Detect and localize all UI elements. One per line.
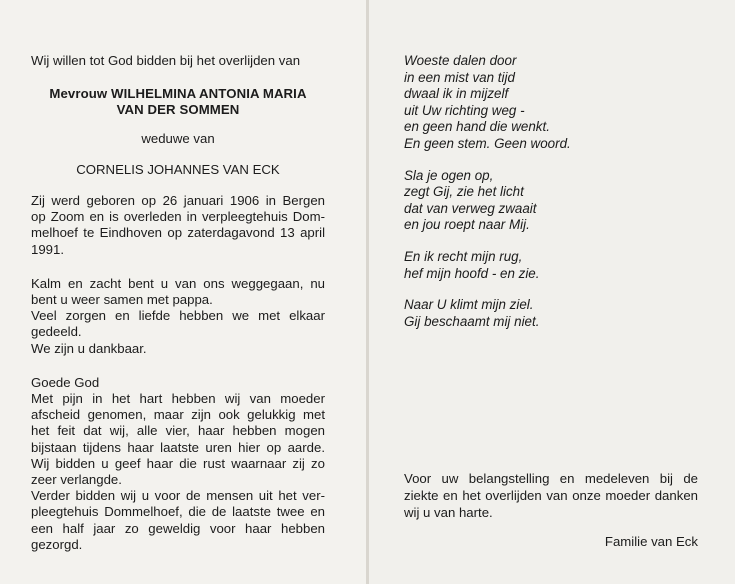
husband-name: CORNELIS JOHANNES VAN ECK bbox=[76, 161, 280, 177]
birth-line: op Zoom en is overleden in verpleegtehuis Dom- bbox=[31, 209, 325, 225]
poem-stanza-1 bbox=[404, 53, 704, 153]
farewell-line: Veel zorgen en liefde hebben we met elkaar bbox=[31, 308, 325, 324]
poem-line: En geen stem. Geen woord. bbox=[404, 135, 571, 151]
farewell-line: Kalm en zacht bent u van ons weggegaan, nu bbox=[31, 275, 325, 291]
poem-stanza-4 bbox=[404, 297, 704, 330]
left-text-column bbox=[31, 53, 325, 571]
thanks-paragraph bbox=[404, 470, 698, 521]
prayer-line: zeer verlangde. bbox=[31, 472, 122, 488]
prayer-paragraph bbox=[31, 375, 325, 553]
prayer-line: gezorgd. bbox=[31, 536, 83, 552]
farewell-line: We zijn u dankbaar. bbox=[31, 340, 147, 356]
poem-line: En ik recht mijn rug, bbox=[404, 248, 523, 264]
prayer-line: pleegtehuis Dommelhoef, die de laatste twee en bbox=[31, 504, 325, 520]
poem-line: in een mist van tijd bbox=[404, 69, 515, 85]
birth-line: Zij werd geboren op 26 januari 1906 in Bergen bbox=[31, 193, 325, 209]
poem-line: en jou roept naar Mij. bbox=[404, 217, 530, 233]
prayer-line: het feit dat wij, alle vier, haar hebben mogen bbox=[31, 423, 325, 439]
widow-of-text: weduwe van bbox=[141, 130, 215, 146]
thanks-line: Voor uw belangstelling en medeleven bij de bbox=[404, 471, 698, 486]
deceased-name-line-1: Mevrouw WILHELMINA ANTONIA MARIA bbox=[49, 86, 307, 102]
poem bbox=[404, 53, 704, 345]
birth-line: 1991. bbox=[31, 241, 65, 257]
poem-line: dat van verweg zwaait bbox=[404, 200, 537, 216]
family-signature: Familie van Eck bbox=[604, 534, 698, 549]
prayer-line: Verder bidden wij u voor de mensen uit het ver- bbox=[31, 488, 325, 504]
poem-line: dwaal ik in mijzelf bbox=[404, 86, 509, 102]
farewell-line: bent u weer samen met pappa. bbox=[31, 292, 213, 308]
farewell-line: gedeeld. bbox=[31, 324, 82, 340]
prayer-line: Wij bidden u geef haar die rust waarnaar zij zo bbox=[31, 455, 325, 471]
deceased-name bbox=[31, 86, 325, 118]
prayer-line: Goede God bbox=[31, 374, 100, 390]
farewell-paragraph bbox=[31, 276, 325, 357]
poem-line: hef mijn hoofd - en zie. bbox=[404, 265, 540, 281]
deceased-name-line-2: VAN DER SOMMEN bbox=[116, 102, 240, 118]
poem-line: Sla je ogen op, bbox=[404, 167, 494, 183]
poem-stanza-3 bbox=[404, 249, 704, 282]
prayer-line: een half jaar zo geweldig voor haar hebben bbox=[31, 520, 325, 536]
intro-text: Wij willen tot God bidden bij het overlijden van bbox=[31, 53, 301, 68]
birth-line: melhoef te Eindhoven op zaterdagavond 13 april bbox=[31, 225, 325, 241]
thanks-line: wij u van harte. bbox=[404, 505, 493, 520]
prayer-line: bijstaan tijdens haar laatste uren hier op aarde. bbox=[31, 439, 325, 455]
birth-death-paragraph bbox=[31, 193, 325, 258]
poem-line: en geen hand die wenkt. bbox=[404, 119, 550, 135]
poem-line: Naar U klimt mijn ziel. bbox=[404, 297, 534, 313]
poem-line: Woeste dalen door bbox=[404, 53, 517, 68]
poem-line: uit Uw richting weg - bbox=[404, 102, 525, 118]
prayer-line: Met pijn in het hart hebben wij van moeder bbox=[31, 391, 325, 407]
prayer-line: afscheid genomen, maar zijn ook gelukkig met bbox=[31, 407, 325, 423]
poem-line: Gij beschaamt mij niet. bbox=[404, 313, 540, 329]
poem-line: zegt Gij, zie het licht bbox=[404, 184, 524, 200]
thanks-line: ziekte en het overlijden van onze moeder danken bbox=[404, 488, 698, 503]
poem-stanza-2 bbox=[404, 168, 704, 234]
